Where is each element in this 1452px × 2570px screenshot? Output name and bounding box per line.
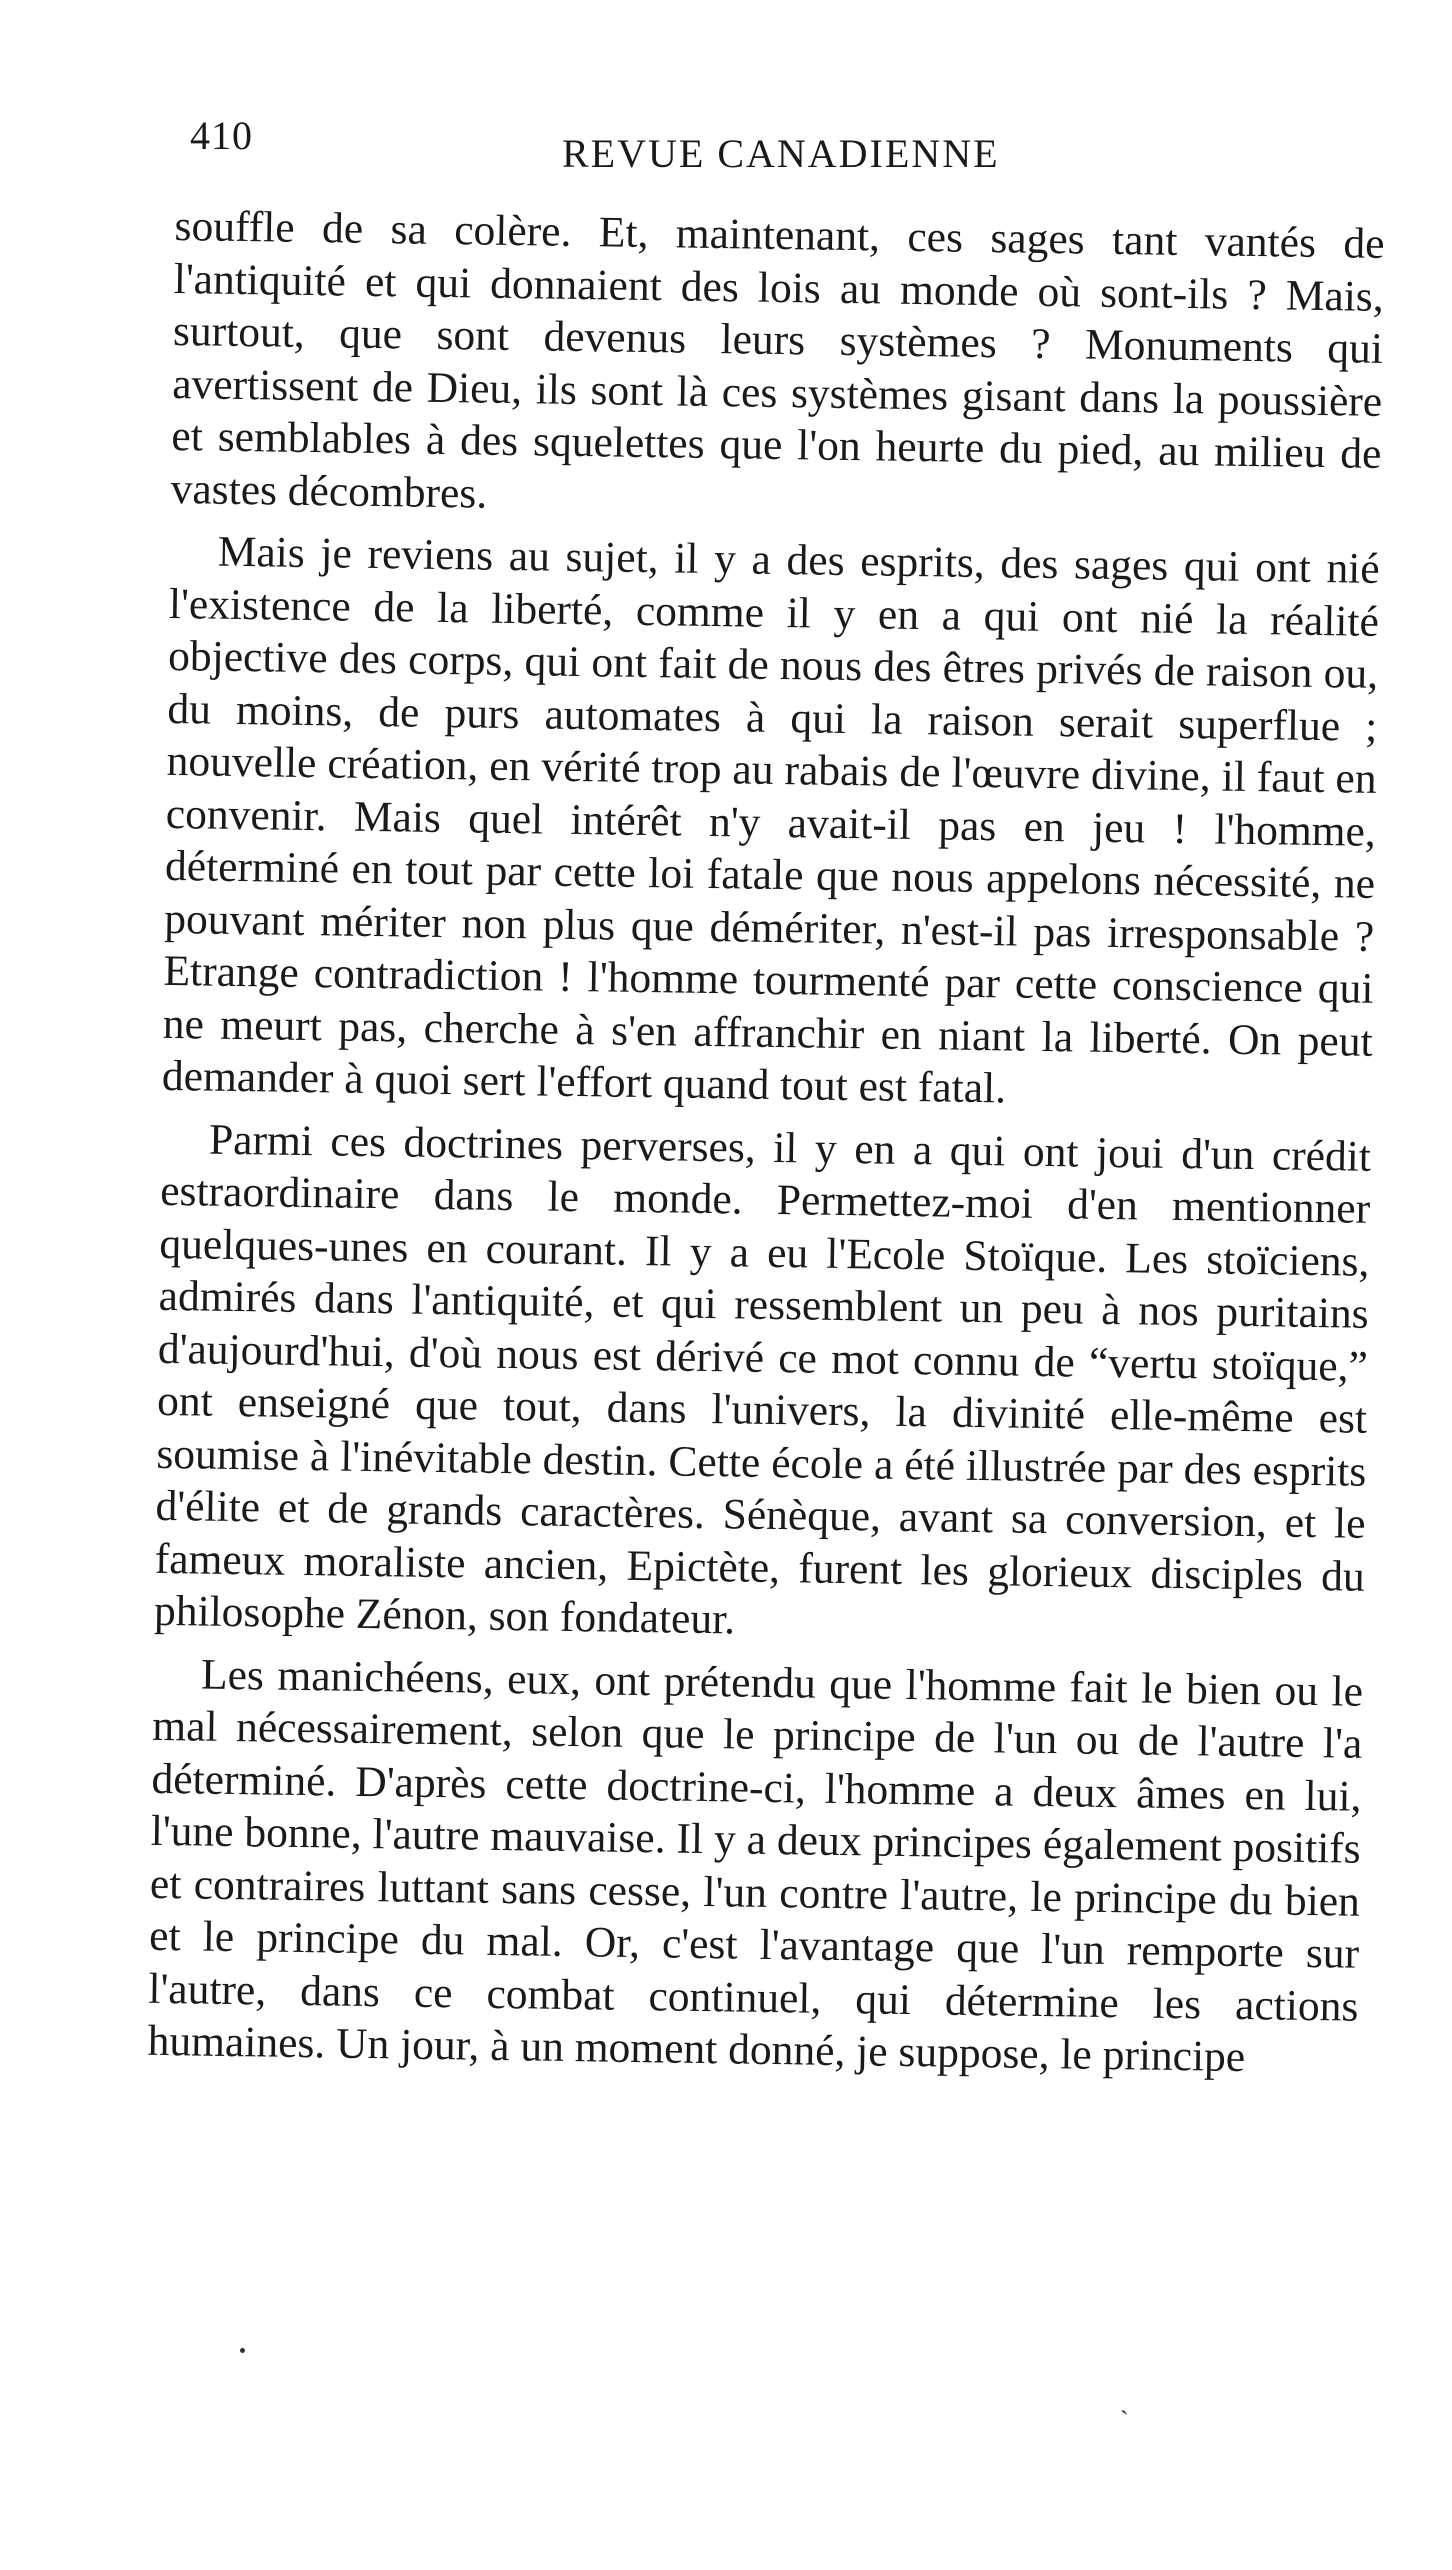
page-header — [190, 112, 1190, 176]
paragraph-1: souffle de sa colère. Et, maintenant, ces sages tant vantés de l'antiquité et qui donnaient des lois au monde où sont-ils ? Mais, surtout, que sont devenus leurs systèmes ? Monuments qui avertissent de Dieu, ils sont là ces systèmes gisant dans la poussière et semblables à des squelettes que l'on heurte du pied, au milieu de vastes décombres. — [170, 201, 1385, 518]
print-mark: ˎ — [1120, 2386, 1129, 2415]
print-speck — [240, 2348, 245, 2353]
running-title: REVUE CANADIENNE — [562, 131, 1000, 176]
paragraph-3: Parmi ces doctrines perverses, il y en a qui ont joui d'un crédit estraordinaire dans le monde. Permettez-moi d'en mentionner quelques-unes en courant. Il y a eu l'Ecole Stoïque. Les stoïciens, admirés dans l'antiquité, et qui ressemblent un peu à nos puritains d'aujourd'hui, d'où nous est dérivé ce mot connu de “vertu stoïque,” ont enseigné que tout, dans l'univers, la divinité elle-même est soumise à l'inévitable destin. Cette école a été illustrée par des esprits d'élite et de grands caractères. Sénèque, avant sa conversion, et le fameux moraliste ancien, Epictète, furent les glorieux disciples du philosophe Zénon, son fondateur. — [153, 1115, 1372, 1644]
page-number: 410 — [190, 113, 253, 158]
paragraph-2: Mais je reviens au sujet, il y a des esprits, des sages qui ont nié l'existence de la liberté, comme il y en a qui ont nié la réalité objective des corps, qui ont fait de nous des êtres privés de raison ou, du moins, de purs automates à qui la raison serait superflue ; nouvelle création, en vérité trop au rabais de l'œuvre divine, il faut en convenir. Mais quel intérêt n'y avait-il pas en jeu ! l'homme, déterminé en tout par cette loi fatale que nous appelons nécessité, ne pouvant mériter non plus que démériter, n'est-il pas irresponsable ? Etrange contradiction ! l'homme tourmenté par cette conscience qui ne meurt pas, cherche à s'en affranchir en niant la liberté. On peut demander à quoi sert l'effort quand tout est fatal. — [161, 527, 1381, 1113]
body-text — [147, 200, 1385, 2089]
paragraph-4: Les manichéens, eux, ont prétendu que l'homme fait le bien ou le mal nécessairement, selon que le principe de l'un ou de l'autre l'a déterminé. D'après cette doctrine-ci, l'homme a deux âmes en lui, l'une bonne, l'autre mauvaise. Il y a deux principes également positifs et contraires luttant sans cesse, l'un contre l'autre, le principe du bien et le principe du mal. Or, c'est l'avantage que l'un remporte sur l'autre, dans ce combat continuel, qui détermine les actions humaines. Un jour, à un moment donné, je suppose, le principe — [147, 1650, 1364, 2082]
